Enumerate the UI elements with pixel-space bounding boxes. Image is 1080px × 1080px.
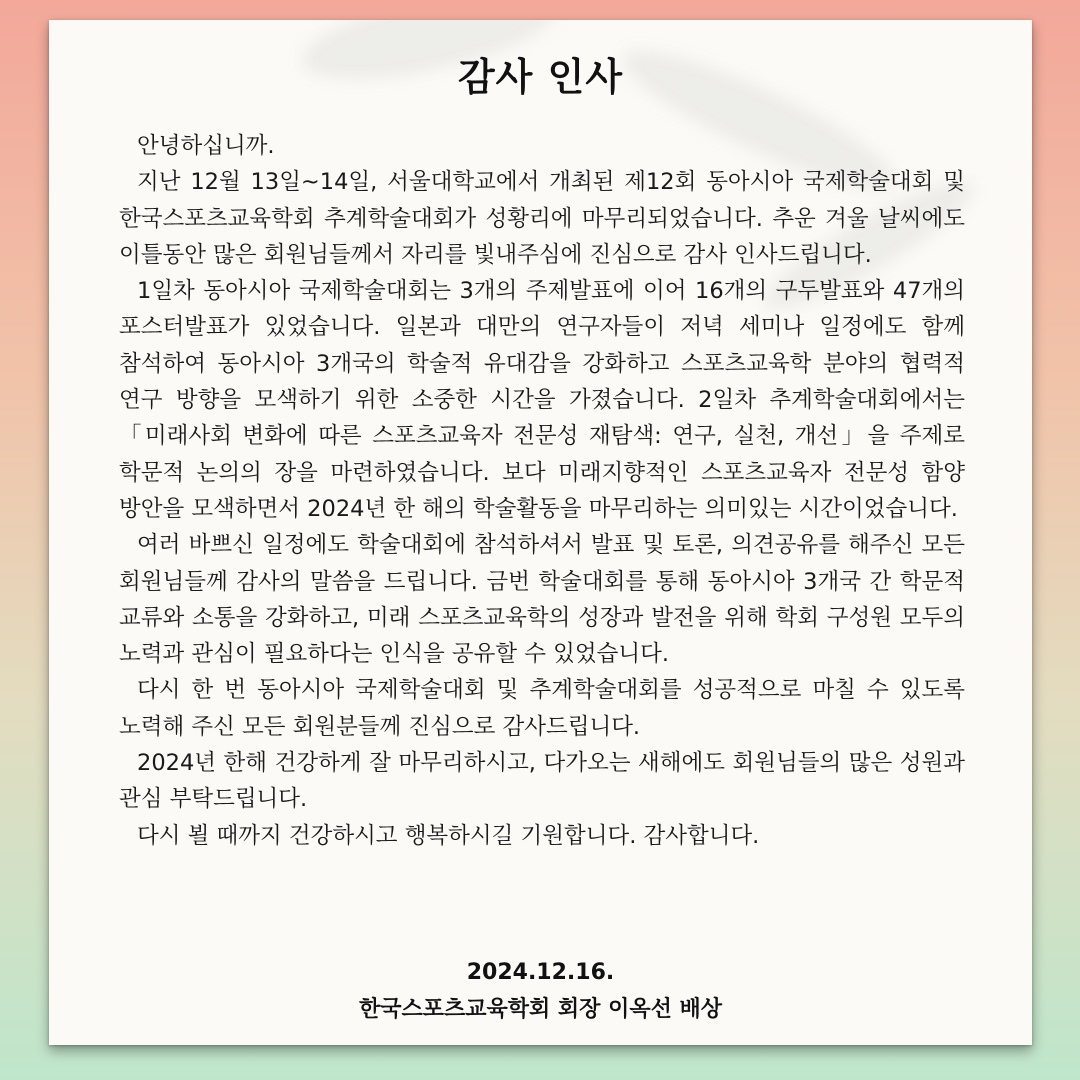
paragraph-thanks-participants: 여러 바쁘신 일정에도 학술대회에 참석하셔서 발표 및 토론, 의견공유를 해주신 모든 회원님들께 감사의 말씀을 드립니다. 금번 학술대회를 통해 동아시아 3개국 간 학문적 교류와 소통을 강화하고, 미래 스포츠교육학의 성장과 발전을 위해 학회 구성원 모두의 노력과 관심이 필요하다는 인식을 공유할 수 있었습니다.	[119, 532, 965, 668]
page-title: 감사 인사	[457, 55, 624, 99]
paragraph-thanks-organizers: 다시 한 번 동아시아 국제학술대회 및 추계학술대회를 성공적으로 마칠 수 있도록 노력해 주신 모든 회원분들께 진심으로 감사드립니다.	[119, 677, 965, 740]
paragraph-new-year: 2024년 한해 건강하게 잘 마무리하시고, 다가오는 새해에도 회원님들의 많은 성원과 관심 부탁드립니다.	[119, 750, 965, 813]
letter-date: 2024.12.16.	[466, 960, 615, 985]
paragraph-conference-summary: 지난 12월 13일~14일, 서울대학교에서 개최된 제12회 동아시아 국제학술대회 및 한국스포츠교육학회 추계학술대회가 성황리에 마무리되었습니다. 추운 겨울 날씨에도 이틀동안 많은 회원님들께서 자리를 빛내주심에 진심으로 감사 인사드립니다.	[119, 169, 965, 268]
paragraph-greeting: 안녕하십니까.	[137, 133, 275, 159]
paragraph-closing: 다시 뵐 때까지 건강하시고 행복하시길 기원합니다. 감사합니다.	[137, 822, 760, 849]
letter-signature: 한국스포츠교육학회 회장 이옥선 배상	[358, 997, 722, 1022]
letter-body	[119, 128, 965, 854]
letter-paper	[49, 20, 1032, 1045]
paragraph-conference-details: 1일차 동아시아 국제학술대회는 3개의 주제발표에 이어 16개의 구두발표와 47개의 포스터발표가 있었습니다. 일본과 대만의 연구자들이 저녁 세미나 일정에도 함께 참석하여 동아시아 3개국의 학술적 유대감을 강화하고 스포츠교육학 분야의 협력적 연구 방향을 모색하기 위한 소중한 시간을 가졌습니다. 2일차 추계학술대회에서는「미래사회 변화에 따른 스포츠교육자 전문성 재탐색: 연구, 실천, 개선」을 주제로 학문적 논의의 장을 마련하였습니다. 보다 미래지향적인 스포츠교육자 전문성 함양 방안을 모색하면서 2024년 한 해의 학술활동을 마무리하는 의미있는 시간이었습니다.	[119, 278, 965, 522]
